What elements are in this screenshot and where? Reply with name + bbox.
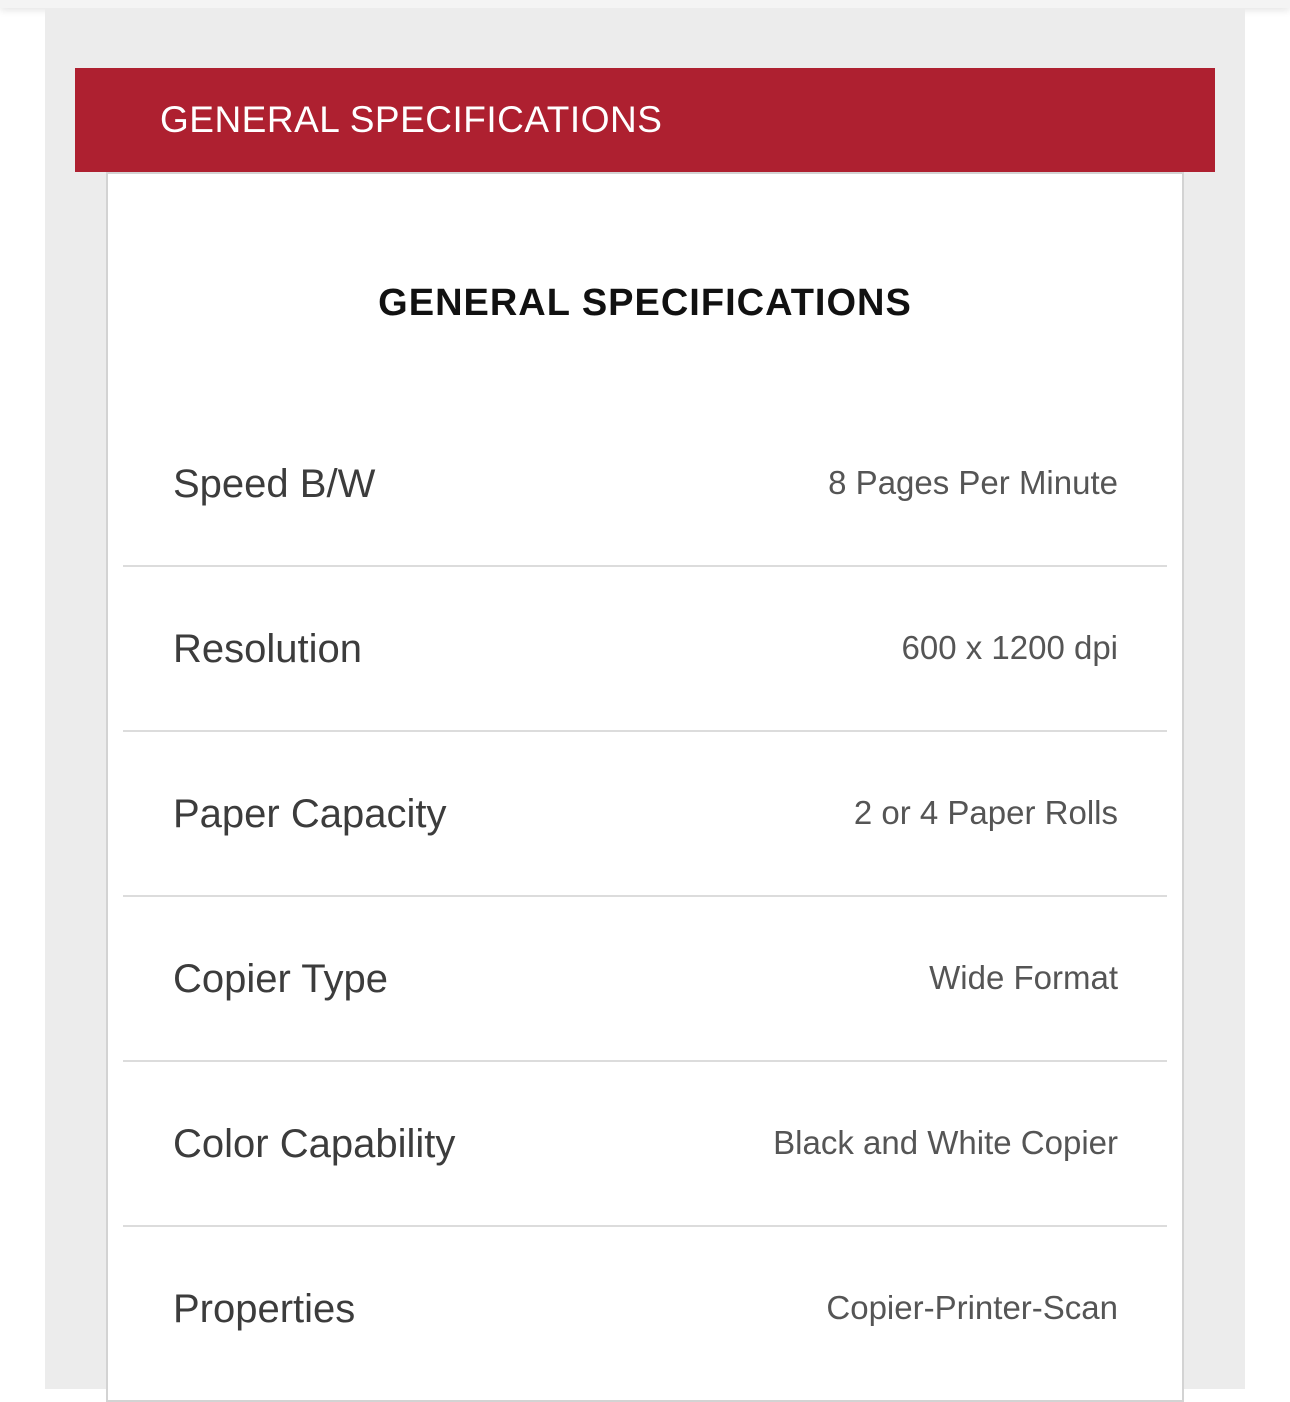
- spec-row-properties: [123, 1227, 1167, 1392]
- spec-value: Wide Format: [929, 959, 1118, 996]
- spec-row-copier-type: [123, 897, 1167, 1062]
- spec-value: 8 Pages Per Minute: [828, 464, 1118, 501]
- spec-label: Properties: [173, 1287, 356, 1331]
- spec-value: 600 x 1200 dpi: [901, 629, 1118, 666]
- spec-row-resolution: [123, 567, 1167, 732]
- spec-row-speed: [123, 402, 1167, 567]
- spec-label: Resolution: [173, 627, 363, 671]
- section-header-title: GENERAL SPECIFICATIONS: [160, 99, 663, 140]
- top-bar-shadow: [0, 0, 1290, 8]
- spec-label: Speed B/W: [173, 462, 376, 506]
- spec-value: Black and White Copier: [773, 1124, 1118, 1161]
- spec-label: Paper Capacity: [173, 792, 447, 836]
- spec-row-paper-capacity: [123, 732, 1167, 897]
- card-title: GENERAL SPECIFICATIONS: [378, 282, 912, 324]
- spec-row-color-capability: [123, 1062, 1167, 1227]
- spec-label: Color Capability: [173, 1122, 456, 1166]
- spec-value: Copier-Printer-Scan: [826, 1289, 1118, 1326]
- specifications-card: [106, 172, 1184, 1402]
- section-header-tab[interactable]: [75, 68, 1215, 172]
- spec-label: Copier Type: [173, 957, 388, 1001]
- spec-value: 2 or 4 Paper Rolls: [853, 794, 1118, 831]
